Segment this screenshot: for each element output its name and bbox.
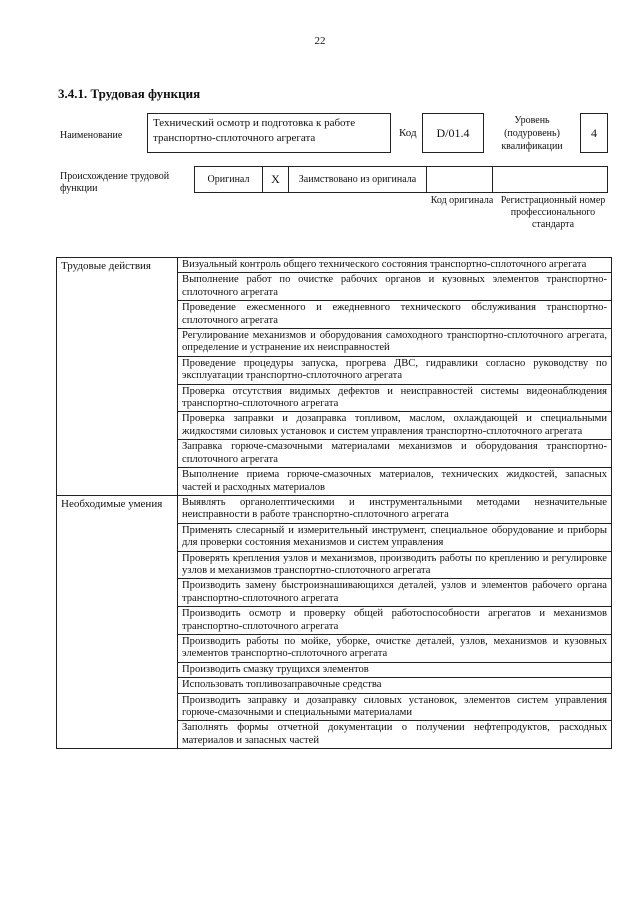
original-label: Оригинал	[195, 167, 263, 192]
code-original-cell	[427, 167, 493, 192]
labor-action-item: Визуальный контроль общего технического состояния транспортно-сплоточного агрегата	[178, 258, 612, 273]
labor-action-item: Проведение процедуры запуска, прогрева ДВС, гидравлики согласно руководству по эксплуатации транспортно-сплоточного агрегата	[178, 356, 612, 384]
code-box: D/01.4	[422, 113, 484, 153]
skill-item: Проверять крепления узлов и механизмов, производить работы по креплению и регулировке узлов и механизмов транспортно-сплоточного агрегата	[178, 551, 612, 579]
borrowed-label: Заимствовано из оригинала	[289, 167, 427, 192]
labor-action-item: Регулирование механизмов и оборудования самоходного транспортно-сплоточного агрегата, определение и устранение их неисправностей	[178, 329, 612, 357]
skill-category: Необходимые умения	[57, 495, 178, 748]
reg-number-label: Регистрационный номер профессионального стандарта	[500, 195, 606, 230]
code-original-label: Код оригинала	[430, 195, 494, 206]
function-name-box: Технический осмотр и подготовка к работе транспортно-сплоточного агрегата	[147, 113, 391, 153]
skill-item: Производить смазку трущихся элементов	[178, 662, 612, 677]
table-row	[57, 495, 612, 523]
origin-label: Происхождение трудовой функции	[60, 171, 170, 194]
skill-item: Выявлять органолептическими и инструментальными методами незначительные неисправности в работе транспортно-сплоточного агрегата	[178, 495, 612, 523]
skill-item: Производить работы по мойке, уборке, очистке деталей, узлов, механизмов и кузовных элементов транспортно-сплоточного агрегата	[178, 634, 612, 662]
code-label: Код	[399, 127, 417, 139]
skill-item: Производить заправку и дозаправку силовых установок, элементов систем управления горюче-смазочными и специальными материалами	[178, 693, 612, 721]
reg-number-cell	[493, 167, 607, 192]
level-box: 4	[580, 113, 608, 153]
table-row	[57, 258, 612, 273]
skill-item: Применять слесарный и измерительный инструмент, специальное оборудование и приборы для проверки состояния механизмов и систем управления	[178, 523, 612, 551]
labor-action-item: Выполнение работ по очистке рабочих органов и кузовных элементов транспортно-сплоточного агрегата	[178, 273, 612, 301]
labor-action-item: Заправка горюче-смазочными материалами механизмов и оборудования транспортно-сплоточного агрегата	[178, 440, 612, 468]
level-label: Уровень (подуровень) квалификации	[501, 115, 563, 152]
skill-item: Производить замену быстроизнашивающихся деталей, узлов и элементов рабочего органа транспортно-сплоточного агрегата	[178, 579, 612, 607]
labor-action-item: Выполнение приема горюче-смазочных материалов, технических жидкостей, запасных частей и расходных материалов	[178, 468, 612, 496]
section-title: 3.4.1. Трудовая функция	[58, 86, 201, 101]
name-label: Наименование	[60, 130, 123, 141]
skill-item: Использовать топливозаправочные средства	[178, 678, 612, 693]
labor-action-item: Проверка отсутствия видимых дефектов и неисправностей системы видеонаблюдения транспортно-сплоточного агрегата	[178, 384, 612, 412]
skill-item: Заполнять формы отчетной документации о получении нефтепродуктов, расходных материалов и запасных частей	[178, 721, 612, 749]
labor-action-category: Трудовые действия	[57, 258, 178, 496]
labor-action-item: Проведение ежесменного и ежедневного технического обслуживания транспортно-сплоточного агрегата	[178, 301, 612, 329]
labor-action-item: Проверка заправки и дозаправка топливом, маслом, охлаждающей и специальными жидкостями силовых установок и систем управления транспортно-сплоточного агрегата	[178, 412, 612, 440]
original-mark: X	[263, 167, 289, 192]
origin-row	[194, 166, 608, 193]
skill-item: Производить осмотр и проверку общей работоспособности агрегатов и механизмов транспортно-сплоточного агрегата	[178, 607, 612, 635]
page-number: 22	[314, 35, 326, 47]
function-table	[56, 257, 612, 749]
